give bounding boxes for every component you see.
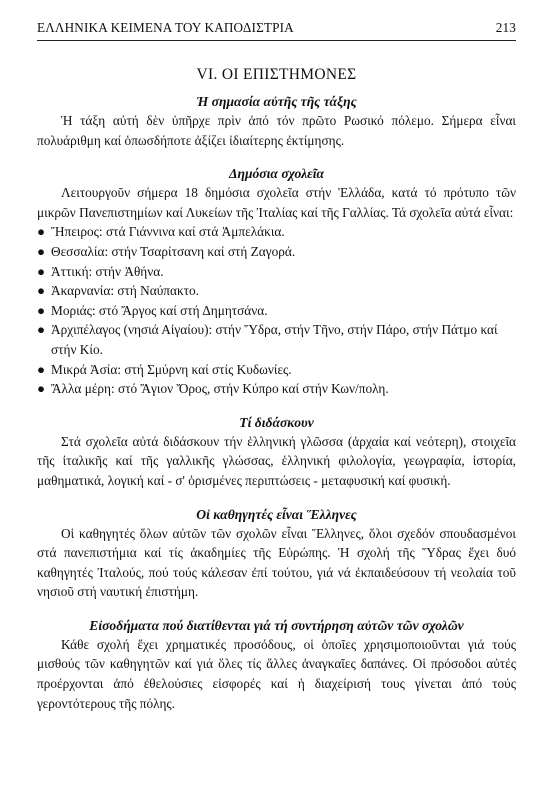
- running-header: [37, 0, 516, 41]
- bullet-icon: ●: [37, 263, 46, 279]
- paragraph: Ἡ τάξη αὐτή δὲν ὑπῆρχε πρὶν ἀπό τόν πρῶτο Ρωσικό πόλεμο. Σήμερα εἶναι πολυάριθμη καί ὁπωσδήποτε ἀξίζει ἰδιαίτερης ἐκτίμησης.: [37, 113, 516, 148]
- bullet-icon: ●: [37, 322, 46, 338]
- bullet-icon: ●: [37, 361, 46, 377]
- school-regions-list: [37, 222, 516, 398]
- section-teachers: [37, 505, 516, 602]
- list-item: [37, 222, 516, 242]
- list-item-text: Ἄλλα μέρη: στό Ἅγιον Ὄρος, στήν Κύπρο καί στήν Κων/πολη.: [51, 381, 389, 397]
- section-title: Τί διδάσκουν: [239, 414, 314, 430]
- bullet-icon: ●: [37, 381, 46, 397]
- running-title: ΕΛΛΗΝΙΚΑ ΚΕΙΜΕΝΑ ΤΟΥ ΚΑΠΟΔΙΣΤΡΙΑ: [37, 20, 294, 35]
- list-item: [37, 320, 516, 359]
- list-item-text: Μικρά Ἀσία: στή Σμύρνη καί στίς Κυδωνίες.: [51, 361, 292, 377]
- section-importance: [37, 92, 516, 150]
- section-public-schools: [37, 164, 516, 399]
- paragraph: Στά σχολεῖα αὐτά διδάσκουν τήν ἑλληνική γλῶσσα (ἀρχαία καί νεότερη), στοιχεῖα τῆς ἰταλικῆς καί τῆς γαλλικῆς γλώσσας, ἑλληνική φιλολογία, γεωγραφία, ἱστορία, μαθηματικά, λογική καί - σ' ὁρισμένες περιπτώσεις - μεταφυσική καί φυσική.: [37, 433, 516, 488]
- list-item: [37, 379, 516, 399]
- list-item-text: Ἀρχιπέλαγος (νησιά Αἰγαίου): στήν Ὕδρα, στήν Τῆνο, στήν Πάρο, στήν Πάτμο καί στήν Κίο.: [51, 322, 498, 357]
- bullet-icon: ●: [37, 283, 46, 299]
- paragraph: Κάθε σχολή ἔχει χρηματικές προσόδους, οἱ ὁποῖες χρησιμοποιοῦνται γιά τούς μισθούς τῶν καθηγητῶν καί γιά ὅλες τίς ἄλλες ἀναγκαῖες δαπάνες. Οἱ πρόσοδοι αὐτές προέρχονται ἀπό ἐθελούσιες εἰσφορές καί ἡ διαχείρισή τους γίνεται ἀπό τούς γεροντότερους τῆς πόλης.: [37, 636, 516, 711]
- section-title: Οἱ καθηγητές εἶναι Ἕλληνες: [196, 506, 357, 522]
- section-curriculum: [37, 413, 516, 491]
- list-item: [37, 242, 516, 262]
- section-title: Εἰσοδήματα πού διατίθενται γιά τή συντήρηση αὐτῶν τῶν σχολῶν: [89, 617, 464, 633]
- page-number: 213: [495, 20, 516, 35]
- list-item-text: Ἀκαρνανία: στή Ναύπακτο.: [51, 283, 199, 299]
- paragraph: Λειτουργοῦν σήμερα 18 δημόσια σχολεῖα στήν Ἑλλάδα, κατά τό πρότυπο τῶν μικρῶν Πανεπιστημίων καί Λυκείων τῆς Ἰταλίας καί τῆς Γαλλίας. Τά σχολεῖα αὐτά εἶναι:: [37, 185, 516, 220]
- bullet-icon: ●: [37, 243, 46, 259]
- list-item: [37, 262, 516, 282]
- list-item-text: Ἀττική: στήν Ἀθήνα.: [51, 263, 164, 279]
- list-item-text: Ἤπειρος: στά Γιάννινα καί στά Ἀμπελάκια.: [51, 224, 285, 240]
- list-item: [37, 281, 516, 301]
- section-title: Ἡ σημασία αὐτῆς τῆς τάξης: [196, 94, 357, 109]
- chapter-title: VI. ΟΙ ΕΠΙΣΤΗΜΟΝΕΣ: [196, 66, 357, 83]
- bullet-icon: ●: [37, 224, 46, 240]
- paragraph: Οἱ καθηγητές ὅλων αὐτῶν τῶν σχολῶν εἶναι Ἕλληνες, ὅλοι σχεδόν σπουδασμένοι στά πανεπιστήμια καί τίς ἀκαδημίες τῆς Εὐρώπης. Ἡ σχολή τῆς Ὕδρας ἔχει δυό καθηγητές Ἰταλούς, πού τούς κάλεσαν ἐπί τούτου, γιά νά ἐκπαιδεύσουν τή νεολαία τοῦ νησιοῦ στή ναυτική ἐπιστήμη.: [37, 525, 516, 600]
- bullet-icon: ●: [37, 302, 46, 318]
- list-item-text: Μοριάς: στό Ἄργος καί στή Δημητσάνα.: [51, 302, 268, 318]
- list-item: [37, 301, 516, 321]
- list-item-text: Θεσσαλία: στήν Τσαρίτσανη καί στή Ζαγορά.: [51, 243, 296, 259]
- section-title: Δημόσια σχολεῖα: [228, 166, 325, 182]
- section-school-income: [37, 616, 516, 713]
- list-item: [37, 360, 516, 380]
